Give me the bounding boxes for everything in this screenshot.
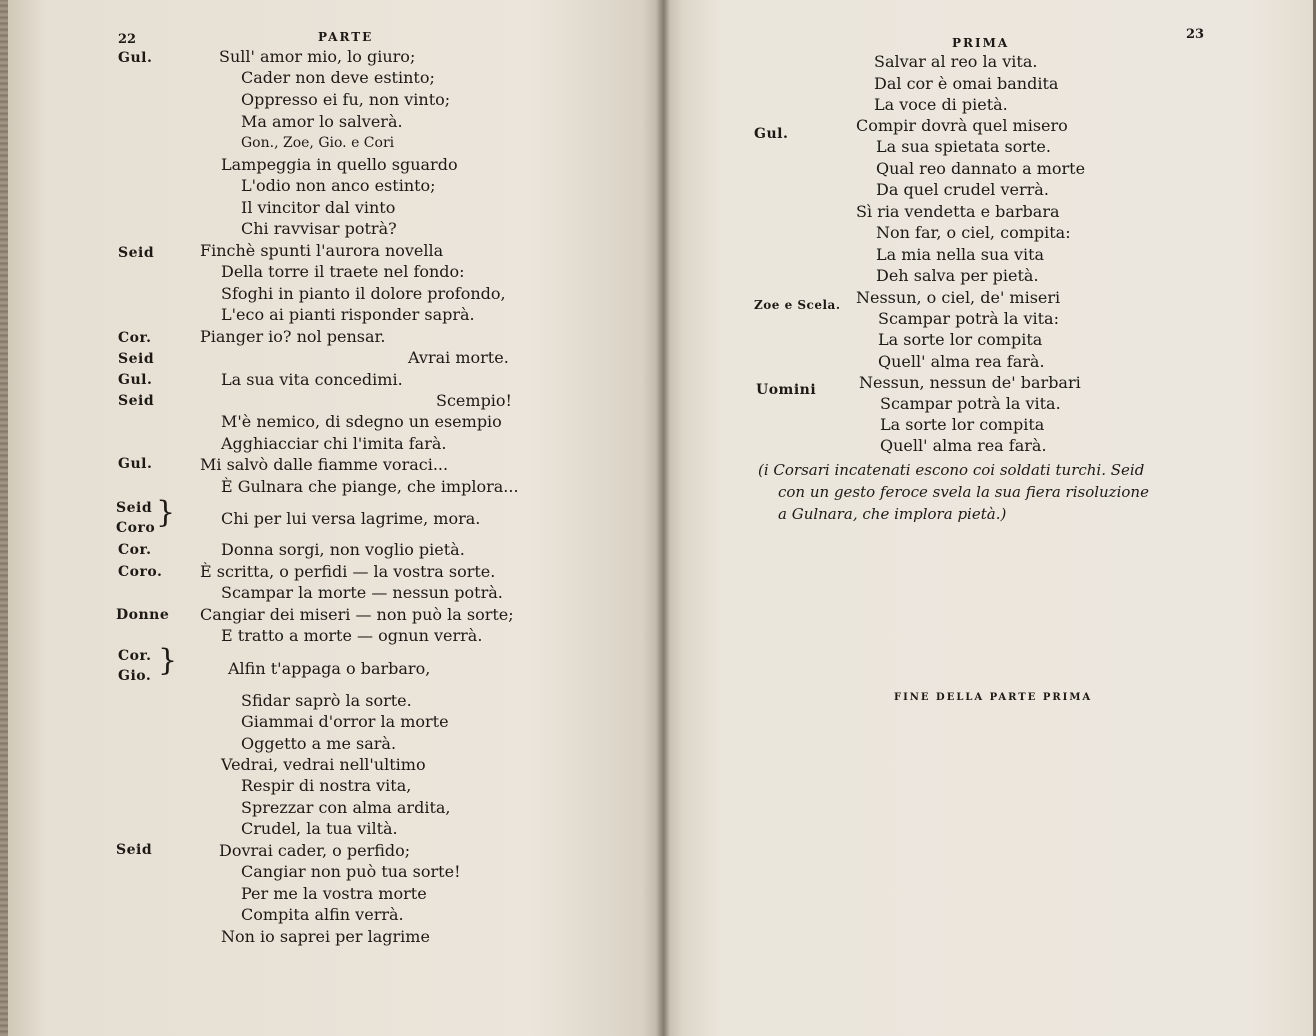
speaker-label: Coro. <box>118 564 163 580</box>
verse-line: Dovrai cader, o perfido; <box>219 841 411 860</box>
verse-line: Scampar potrà la vita. <box>880 394 1061 413</box>
verse-line: Non io saprei per lagrime <box>221 927 430 946</box>
verse-line: Deh salva per pietà. <box>876 266 1039 285</box>
speaker-label: Donne <box>116 607 170 623</box>
speaker-label: Cor. <box>118 330 152 346</box>
verse-line: Della torre il traete nel fondo: <box>221 262 465 281</box>
speaker-label: Zoe e Scela. <box>754 298 841 312</box>
verse-line: Non far, o ciel, compita: <box>876 223 1071 242</box>
verse-line: Cangiar dei miseri — non può la sorte; <box>200 605 514 624</box>
verse-line: Sfoghi in pianto il dolore profondo, <box>221 284 506 303</box>
verse-line: Compita alfin verrà. <box>241 905 404 924</box>
verse-line: Scampar potrà la vita: <box>878 309 1059 328</box>
verse-line: Vedrai, vedrai nell'ultimo <box>221 755 426 774</box>
verse-line: Sprezzar con alma ardita, <box>241 798 451 817</box>
verse-line: L'odio non anco estinto; <box>241 176 436 195</box>
verse-line: Sfidar saprò la sorte. <box>241 691 412 710</box>
speaker-label: Gul. <box>754 126 789 142</box>
verse-line: Da quel crudel verrà. <box>876 180 1049 199</box>
verse-line: E tratto a morte — ognun verrà. <box>221 626 483 645</box>
verse-line: Pianger io? nol pensar. <box>200 327 386 346</box>
verse-line: Quell' alma rea farà. <box>878 352 1045 371</box>
right-page <box>662 0 1314 1036</box>
verse-line: Per me la vostra morte <box>241 884 427 903</box>
verse-line: Il vincitor dal vinto <box>241 198 396 217</box>
stage-direction: (i Corsari incatenati escono coi soldati turchi. Seid <box>758 461 1145 479</box>
verse-line: Quell' alma rea farà. <box>880 436 1047 455</box>
verse-line: La sorte lor compita <box>878 330 1043 349</box>
speaker-label: Gul. <box>118 456 153 472</box>
speaker-label: Cor. <box>118 648 152 664</box>
verse-line: Sì ria vendetta e barbara <box>856 202 1060 221</box>
verse-line: È scritta, o perfidi — la vostra sorte. <box>200 562 496 581</box>
verse-line: L'eco ai pianti risponder saprà. <box>221 305 475 324</box>
verse-line: Ma amor lo salverà. <box>241 112 403 131</box>
speaker-label: Seid <box>116 842 153 858</box>
book-edge <box>0 0 8 1036</box>
verse-line: Dal cor è omai bandita <box>874 74 1059 93</box>
speaker-label: Gul. <box>118 372 153 388</box>
running-header: PRIMA <box>952 36 1010 50</box>
verse-line: La sorte lor compita <box>880 415 1045 434</box>
book-gutter <box>656 0 670 1036</box>
stage-direction: a Gulnara, che implora pietà.) <box>778 505 1007 523</box>
brace-icon: } <box>158 643 178 678</box>
running-header: PARTE <box>318 30 374 44</box>
verse-line: Oppresso ei fu, non vinto; <box>241 90 451 109</box>
left-page <box>6 0 662 1036</box>
stage-direction: con un gesto feroce svela la sua fiera risoluzione <box>778 483 1149 501</box>
speaker-label: Seid <box>118 245 155 261</box>
speaker-label: Coro <box>116 520 156 536</box>
verse-line: Mi salvò dalle fiamme voraci... <box>200 455 449 474</box>
verse-line: Nessun, nessun de' barbari <box>859 373 1081 392</box>
verse-line: Giammai d'orror la morte <box>241 712 449 731</box>
brace-icon: } <box>156 495 176 530</box>
verse-line: Donna sorgi, non voglio pietà. <box>221 540 465 559</box>
page-number: 22 <box>118 32 137 47</box>
verse-line: Crudel, la tua viltà. <box>241 819 398 838</box>
speaker-label: Gul. <box>118 50 153 66</box>
verse-line: Gon., Zoe, Gio. e Cori <box>241 135 395 151</box>
verse-line: La sua vita concedimi. <box>221 370 403 389</box>
verse-line: Compir dovrà quel misero <box>856 116 1068 135</box>
verse-line: Finchè spunti l'aurora novella <box>200 241 444 260</box>
verse-line: È Gulnara che piange, che implora... <box>221 477 519 496</box>
verse-line: Avrai morte. <box>408 348 509 367</box>
verse-line: Cader non deve estinto; <box>241 68 435 87</box>
speaker-label: Gio. <box>118 668 152 684</box>
verse-line: M'è nemico, di sdegno un esempio <box>221 412 502 431</box>
verse-line: Respir di nostra vita, <box>241 776 412 795</box>
verse-line: La mia nella sua vita <box>876 245 1045 264</box>
verse-line: Scampar la morte — nessun potrà. <box>221 583 503 602</box>
speaker-label: Uomini <box>756 382 817 398</box>
speaker-label: Seid <box>116 500 153 516</box>
verse-line: Lampeggia in quello sguardo <box>221 155 458 174</box>
verse-line: Cangiar non può tua sorte! <box>241 862 461 881</box>
verse-line: La sua spietata sorte. <box>876 137 1051 156</box>
speaker-label: Seid <box>118 351 155 367</box>
verse-line: Oggetto a me sarà. <box>241 734 397 753</box>
page-number: 23 <box>1186 27 1205 42</box>
end-of-part-note: FINE DELLA PARTE PRIMA <box>894 692 1093 703</box>
speaker-label: Cor. <box>118 542 152 558</box>
verse-line: Salvar al reo la vita. <box>874 52 1038 71</box>
verse-line: Nessun, o ciel, de' miseri <box>856 288 1061 307</box>
verse-line: Sull' amor mio, lo giuro; <box>219 47 416 66</box>
verse-line: Chi per lui versa lagrime, mora. <box>221 509 481 528</box>
verse-line: La voce di pietà. <box>874 95 1008 114</box>
verse-line: Scempio! <box>436 391 512 410</box>
verse-line: Qual reo dannato a morte <box>876 159 1086 178</box>
verse-line: Agghiacciar chi l'imita farà. <box>221 434 447 453</box>
verse-line: Chi ravvisar potrà? <box>241 219 397 238</box>
speaker-label: Seid <box>118 393 155 409</box>
verse-line: Alfin t'appaga o barbaro, <box>228 659 431 678</box>
